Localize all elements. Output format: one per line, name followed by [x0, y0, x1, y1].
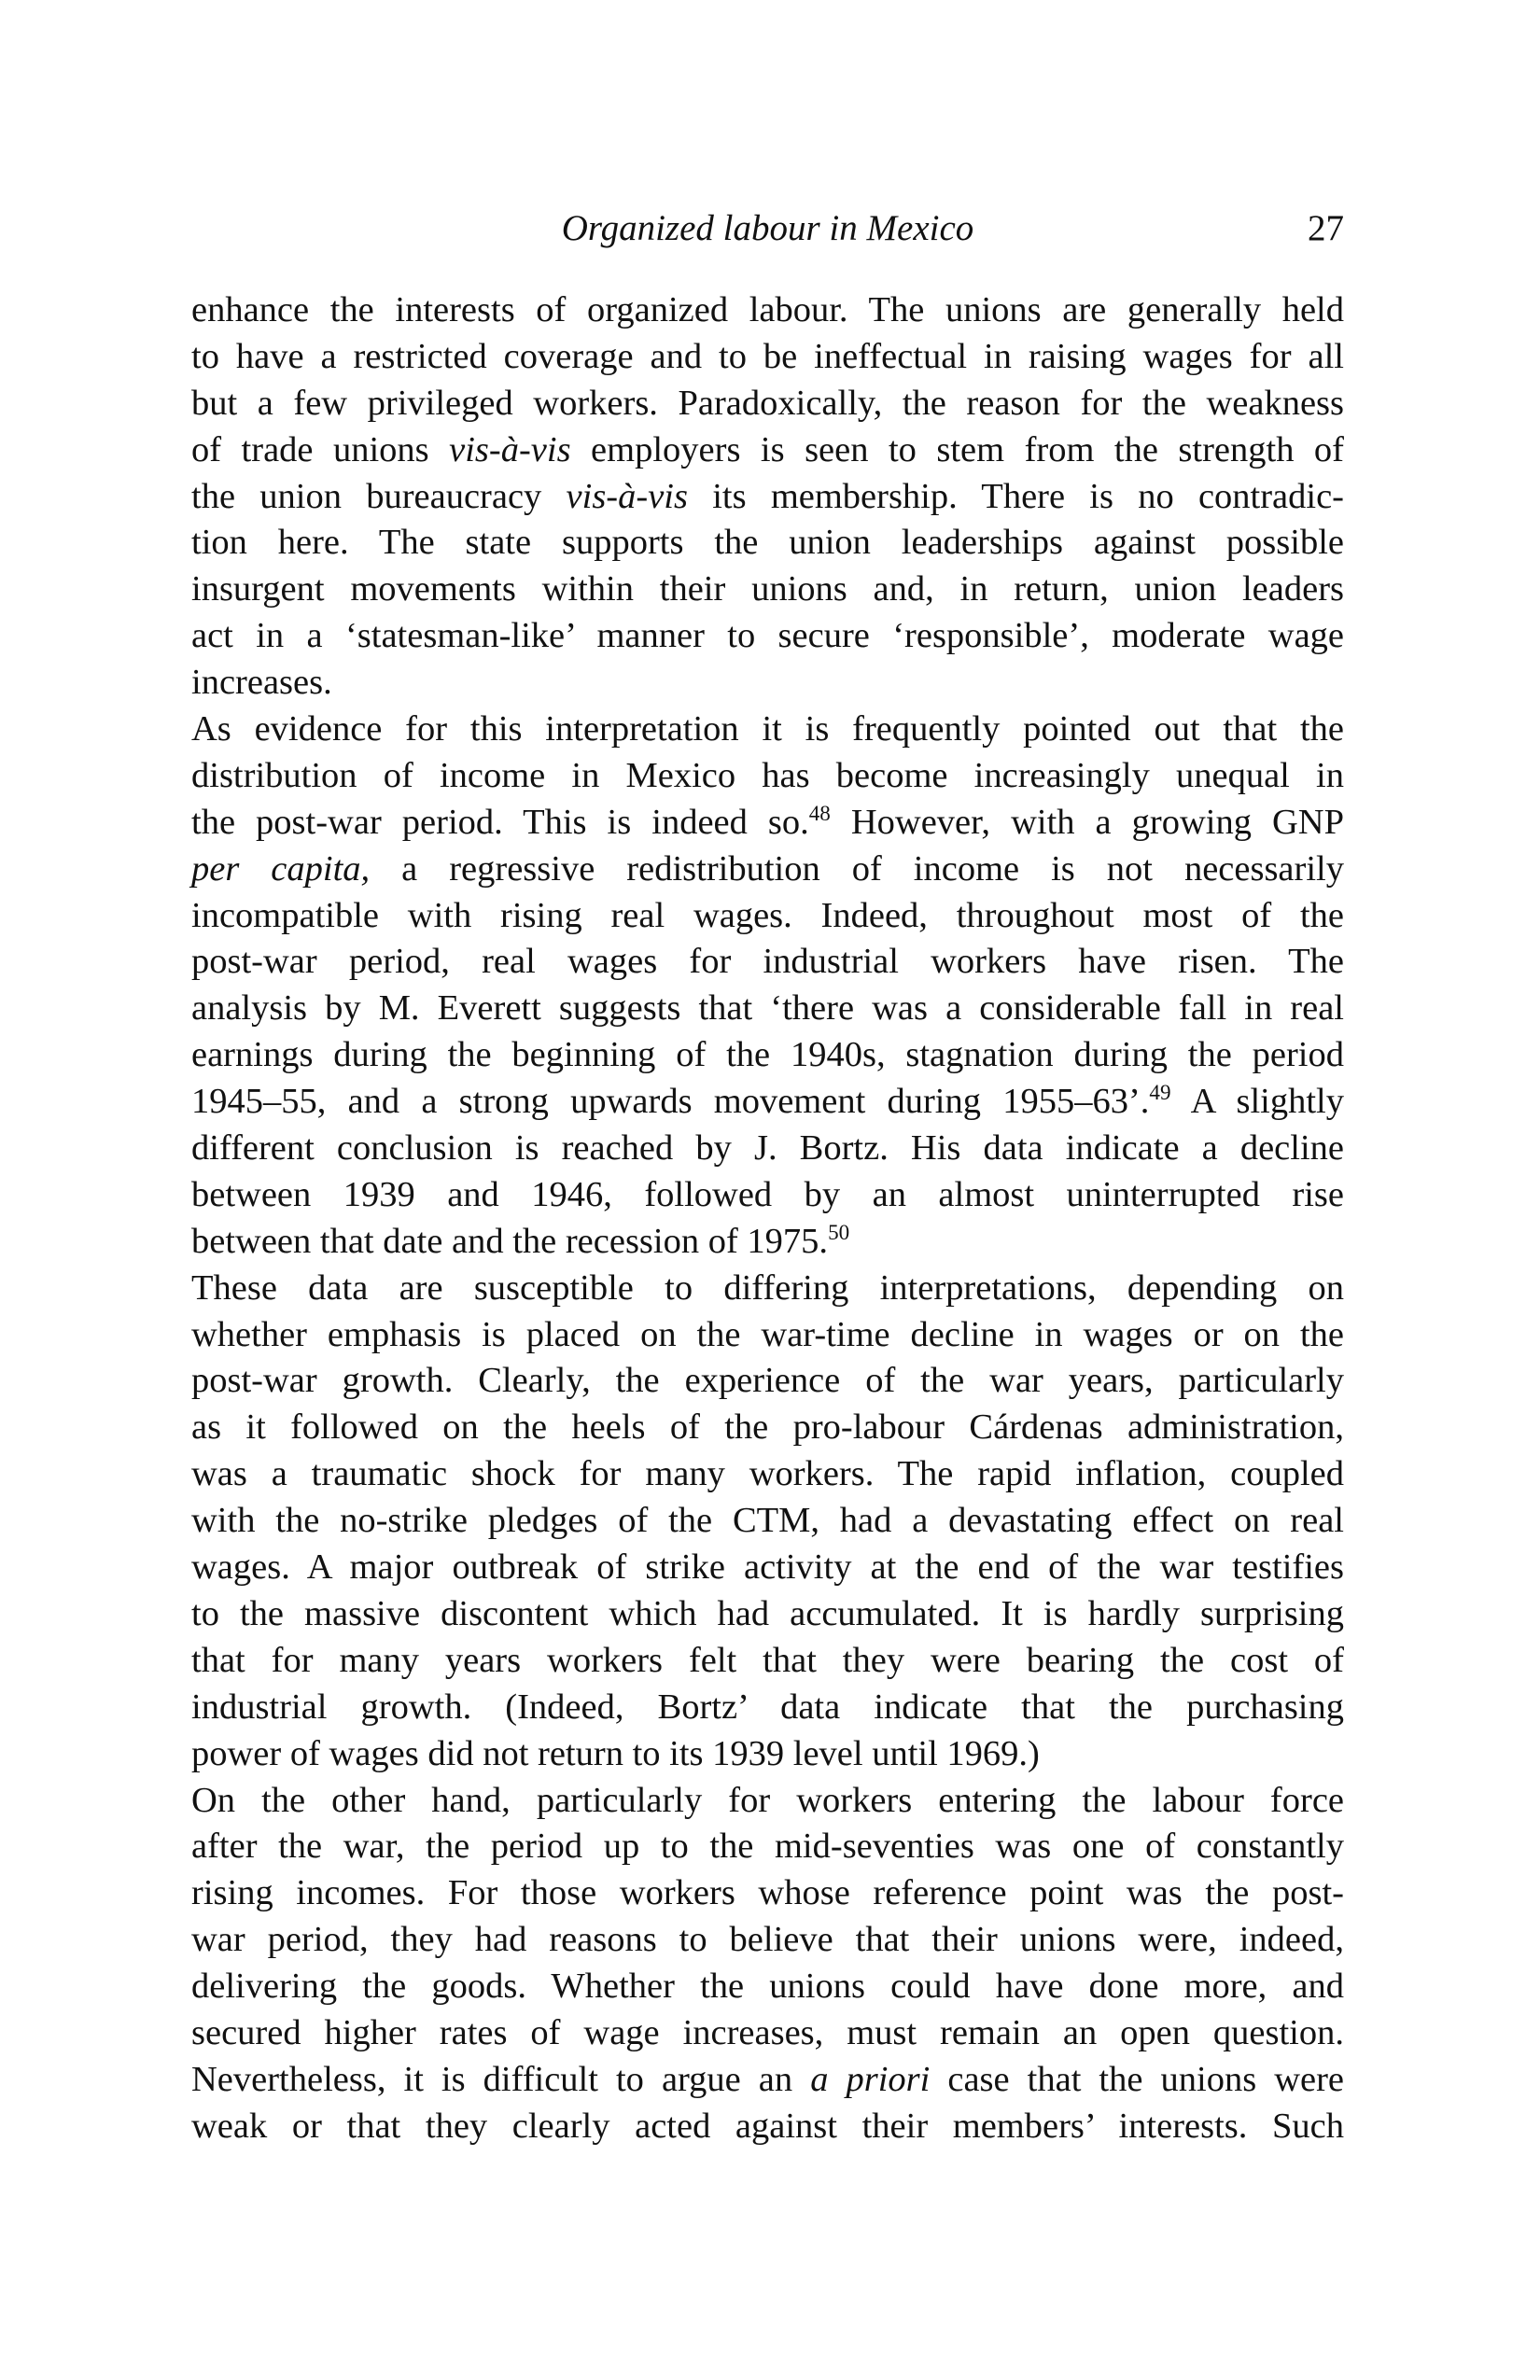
text-run: As evidence for this interpretation it is frequently pointed out that the — [191, 709, 1344, 749]
text-run: However, with a growing GNP — [830, 802, 1344, 842]
text-run: act in a ‘statesman-like’ manner to secure ‘responsible’, moderate wage — [191, 616, 1344, 656]
paragraph — [191, 707, 1344, 1266]
text-run: increases. — [191, 663, 332, 703]
text-line — [191, 287, 1344, 334]
text-run: wages. A major outbreak of strike activity at the end of the war testifies — [191, 1547, 1344, 1588]
text-run: delivering the goods. Whether the unions could have done more, and — [191, 1967, 1344, 2007]
footnote-ref: 48 — [808, 800, 831, 825]
text-run: On the other hand, particularly for workers entering the labour force — [191, 1780, 1344, 1820]
text-line — [191, 1545, 1344, 1591]
text-run: earnings during the beginning of the 1940s, stagnation during the period — [191, 1035, 1344, 1075]
text-line — [191, 660, 1344, 707]
italic-text: per capita, — [191, 848, 371, 889]
text-line — [191, 1219, 1344, 1266]
text-line — [191, 520, 1344, 567]
text-run: to the massive discontent which had accumulated. It is hardly surprising — [191, 1593, 1344, 1633]
text-line — [191, 2057, 1344, 2104]
text-line — [191, 427, 1344, 474]
text-line — [191, 847, 1344, 893]
text-line — [191, 334, 1344, 381]
text-run: of trade unions — [191, 429, 450, 469]
text-run: enhance the interests of organized labour. The unions are generally held — [191, 290, 1344, 329]
text-line — [191, 800, 1344, 847]
text-run: A slightly — [1170, 1082, 1344, 1122]
text-run: Nevertheless, it is difficult to argue an — [191, 2059, 811, 2099]
text-line — [191, 1591, 1344, 1638]
text-run: distribution of income in Mexico has become increasingly unequal in — [191, 755, 1344, 795]
text-run: the union bureaucracy — [191, 476, 567, 516]
text-run: power of wages did not return to its 1939 level until 1969.) — [191, 1733, 1040, 1773]
italic-text: vis-à-vis — [449, 429, 571, 469]
text-line — [191, 753, 1344, 800]
text-line — [191, 474, 1344, 521]
text-run: insurgent movements within their unions and, in return, union leaders — [191, 569, 1344, 609]
text-run: These data are susceptible to differing interpretations, depending on — [191, 1267, 1344, 1308]
text-line — [191, 893, 1344, 940]
text-line — [191, 1405, 1344, 1451]
text-line — [191, 1638, 1344, 1685]
text-run: with the no-strike pledges of the CTM, had a devastating effect on real — [191, 1501, 1344, 1541]
text-line — [191, 1685, 1344, 1731]
text-run: case that the unions were — [930, 2059, 1345, 2099]
text-run: rising incomes. For those workers whose reference point was the post- — [191, 1873, 1344, 1913]
text-run: its membership. There is no contradic- — [687, 476, 1344, 516]
body-text — [191, 287, 1344, 2150]
text-run: secured higher rates of wage increases, must remain an open question. — [191, 2012, 1344, 2052]
text-run: employers is seen to stem from the strength of — [570, 429, 1344, 469]
text-line — [191, 1917, 1344, 1964]
footnote-ref: 49 — [1149, 1080, 1171, 1105]
page-number: 27 — [1308, 208, 1344, 248]
text-run: but a few privileged workers. Paradoxically, the reason for the weakness — [191, 383, 1344, 423]
text-run: different conclusion is reached by J. Bortz. His data indicate a decline — [191, 1128, 1344, 1169]
text-line — [191, 381, 1344, 427]
text-line — [191, 2010, 1344, 2057]
text-line — [191, 707, 1344, 753]
text-line — [191, 1126, 1344, 1172]
text-line — [191, 1451, 1344, 1498]
text-line — [191, 939, 1344, 986]
text-line — [191, 1266, 1344, 1312]
paragraph — [191, 287, 1344, 707]
text-run: industrial growth. (Indeed, Bortz’ data indicate that the purchasing — [191, 1687, 1344, 1727]
text-line — [191, 567, 1344, 613]
text-run: incompatible with rising real wages. Indeed, throughout most of the — [191, 895, 1344, 935]
footnote-ref: 50 — [828, 1219, 850, 1244]
paragraph — [191, 1266, 1344, 1778]
text-run: between 1939 and 1946, followed by an almost uninterrupted rise — [191, 1174, 1344, 1214]
text-run: after the war, the period up to the mid-seventies was one of constantly — [191, 1827, 1344, 1867]
italic-text: a priori — [810, 2059, 931, 2099]
text-line — [191, 613, 1344, 660]
running-title: Organized labour in Mexico — [561, 208, 974, 248]
text-line — [191, 1964, 1344, 2010]
text-run: post-war growth. Clearly, the experience of the war years, particularly — [191, 1361, 1344, 1401]
text-line — [191, 1731, 1344, 1778]
text-run: was a traumatic shock for many workers. The rapid inflation, coupled — [191, 1454, 1344, 1494]
text-line — [191, 1824, 1344, 1870]
text-line — [191, 2104, 1344, 2150]
text-run: between that date and the recession of 1975. — [191, 1221, 829, 1261]
text-run: to have a restricted coverage and to be ineffectual in raising wages for all — [191, 336, 1344, 376]
text-line — [191, 1032, 1344, 1079]
text-line — [191, 1778, 1344, 1825]
text-line — [191, 1498, 1344, 1545]
text-run: war period, they had reasons to believe that their unions were, indeed, — [191, 1920, 1344, 1960]
text-run: that for many years workers felt that they were bearing the cost of — [191, 1640, 1344, 1680]
text-line — [191, 1358, 1344, 1405]
text-run: a regressive redistribution of income is not necessarily — [370, 848, 1344, 889]
italic-text: vis-à-vis — [566, 476, 688, 516]
text-run: whether emphasis is placed on the war-time decline in wages or on the — [191, 1314, 1344, 1354]
text-run: the post-war period. This is indeed so. — [191, 802, 809, 842]
text-run: tion here. The state supports the union leaderships against possible — [191, 523, 1344, 563]
paragraph — [191, 1778, 1344, 2150]
text-line — [191, 1312, 1344, 1359]
text-run: analysis by M. Everett suggests that ‘there was a considerable fall in real — [191, 988, 1344, 1029]
text-line — [191, 1172, 1344, 1219]
text-run: post-war period, real wages for industrial workers have risen. The — [191, 942, 1344, 982]
text-run: as it followed on the heels of the pro-labour Cárdenas administration, — [191, 1407, 1344, 1448]
text-run: 1945–55, and a strong upwards movement during 1955–63’. — [191, 1082, 1150, 1122]
text-line — [191, 1870, 1344, 1917]
text-line — [191, 1079, 1344, 1126]
page-header — [191, 207, 1344, 256]
text-line — [191, 986, 1344, 1032]
text-run: weak or that they clearly acted against their members’ interests. Such — [191, 2106, 1344, 2146]
